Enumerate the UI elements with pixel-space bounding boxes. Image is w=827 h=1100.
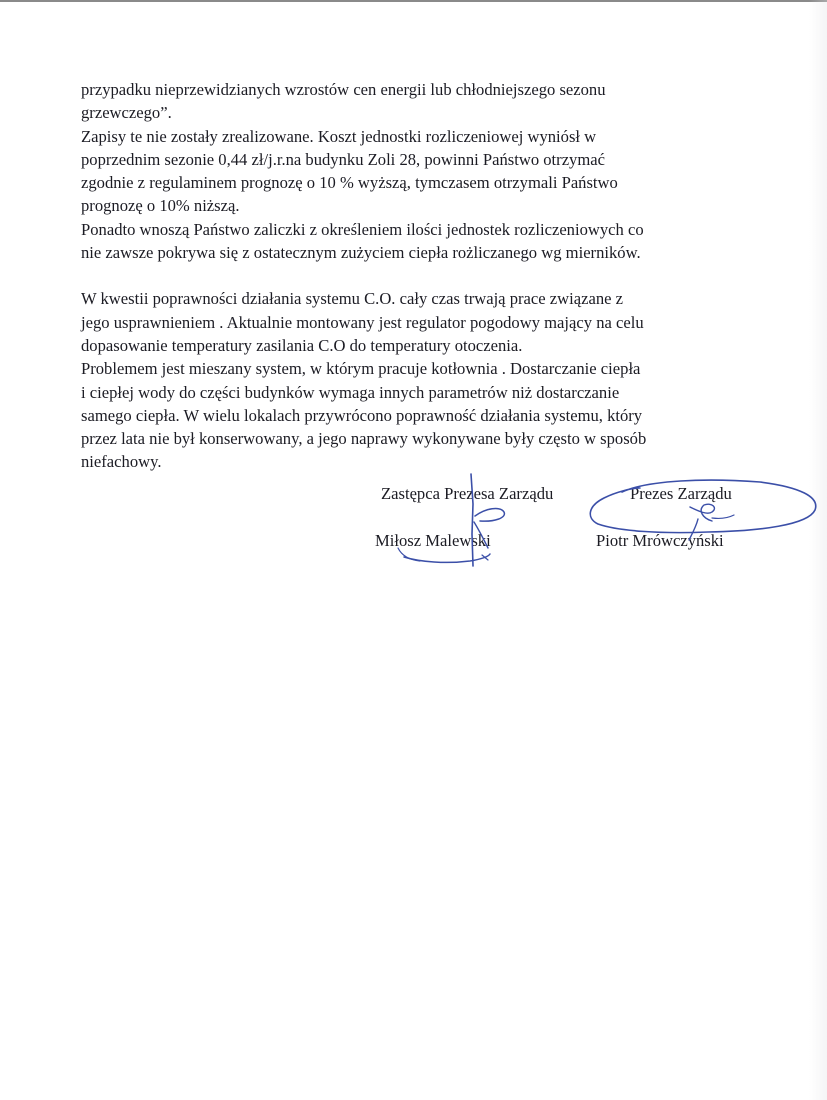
text-line: przypadku nieprzewidzianych wzrostów cen energii lub chłodniejszego sezonu: [81, 80, 606, 99]
text-line: dopasowanie temperatury zasilania C.O do temperatury otoczenia.: [81, 335, 523, 355]
text-line: jego usprawnieniem . Aktualnie montowany jest regulator pogodowy mający na celu: [81, 312, 644, 332]
signature-stroke: [712, 515, 734, 518]
text-line: przez lata nie był konserwowany, a jego naprawy wykonywane były często w sposób: [81, 429, 647, 449]
letter-body: [81, 78, 751, 474]
text-line: i ciepłej wody do części budynków wymaga innych parametrów niż dostarczanie: [81, 382, 620, 402]
paragraph-4: [81, 287, 751, 357]
text-line: niefachowy.: [81, 452, 162, 472]
signature-stroke: [690, 504, 714, 521]
deputy-president-title: Zastępca Prezesa Zarządu: [381, 484, 554, 503]
text-line: zgodnie z regulaminem prognozę o 10 % wyższą, tymczasem otrzymali Państwo: [81, 173, 618, 193]
signature-stroke: [475, 509, 504, 522]
paragraph-spacer: [81, 264, 751, 287]
paragraph-3: [81, 218, 751, 265]
paragraph-5: [81, 357, 751, 473]
signature-stroke: [404, 554, 490, 562]
deputy-president-name: Miłosz Malewski: [375, 531, 491, 550]
text-line: Ponadto wnoszą Państwo zaliczki z określeniem ilości jednostek rozliczeniowych co: [81, 219, 644, 239]
text-line: samego ciepła. W wielu lokalach przywrócono poprawność działania systemu, który: [81, 405, 643, 425]
text-line: Zapisy te nie zostały zrealizowane. Koszt jednostki rozliczeniowej wyniósł w: [81, 126, 597, 146]
scan-edge-shade: [809, 0, 827, 1100]
paragraph-1: [81, 78, 751, 125]
text-line: grzewczego”.: [81, 103, 172, 123]
signature-stroke: [482, 555, 488, 560]
text-line: nie zawsze pokrywa się z ostatecznym zużyciem ciepła rożliczanego wg mierników.: [81, 243, 641, 263]
text-line: W kwestii poprawności działania systemu C.O. cały czas trwają prace związane z: [81, 289, 623, 309]
president-title: Prezes Zarządu: [630, 484, 732, 503]
text-line: Problemem jest mieszany system, w którym pracuje kotłownia . Dostarczanie ciepła: [81, 359, 641, 379]
text-line: prognozę o 10% niższą.: [81, 196, 240, 216]
scan-top-edge: [0, 0, 827, 2]
text-line: poprzednim sezonie 0,44 zł/j.r.na budynku Zoli 28, powinni Państwo otrzymać: [81, 149, 605, 169]
president-name: Piotr Mrówczyński: [596, 531, 724, 550]
paragraph-2: [81, 125, 751, 218]
